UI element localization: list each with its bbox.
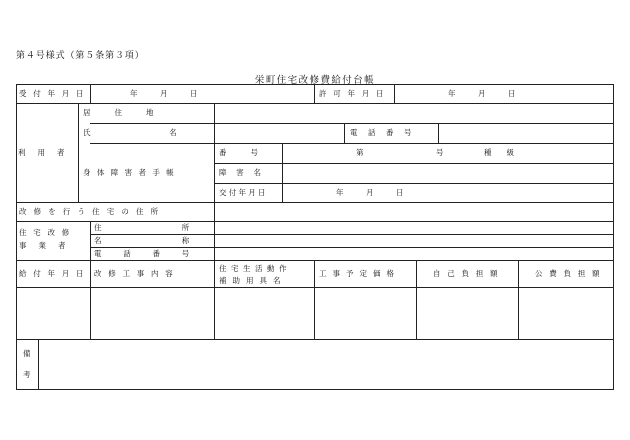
col-line <box>214 260 215 339</box>
contractor-address-label: 住所 <box>94 223 270 232</box>
remarks-label-line1: 備 <box>23 349 31 358</box>
payment-date-header: 給付年月日 <box>19 269 91 278</box>
permission-date-value[interactable]: 年 月 日 <box>448 89 516 98</box>
col-line <box>78 103 79 202</box>
col-line <box>282 143 283 202</box>
phone-label: 電話番号 <box>350 128 422 137</box>
aids-header-line1: 住宅生活動作 <box>219 264 291 273</box>
renovation-work-header: 改修工事内容 <box>94 269 180 278</box>
col-line <box>314 84 315 103</box>
renovation-address-label: 改修を行う住宅の住所 <box>19 207 166 216</box>
col-line <box>416 260 417 339</box>
row-line <box>16 260 614 261</box>
user-label: 利用者 <box>18 148 77 157</box>
aids-header-line2: 補助用具名 <box>219 276 287 285</box>
public-burden-header: 公費負担額 <box>535 269 607 278</box>
contractor-name-label: 名称 <box>94 236 270 245</box>
row-line <box>16 287 614 288</box>
col-line <box>344 123 345 143</box>
form-number: 第４号様式（第５条第３項） <box>16 51 145 61</box>
col-line <box>314 260 315 339</box>
contractor-phone-label: 電話番号 <box>94 249 211 258</box>
grade-value[interactable]: 種 級 <box>484 148 514 157</box>
row-line <box>90 143 614 144</box>
row-line <box>214 183 614 184</box>
handbook-label: 身体障害者手帳 <box>83 168 181 177</box>
col-line <box>38 339 39 390</box>
col-line <box>518 260 519 339</box>
page-title: 栄町住宅改修費給付台帳 <box>254 75 376 86</box>
residence-label: 居住地 <box>83 108 178 117</box>
received-date-label: 受付年月日 <box>19 89 91 98</box>
row-line <box>90 247 614 248</box>
disability-label: 障害名 <box>219 168 271 177</box>
number-suffix[interactable]: 号 <box>436 148 444 157</box>
row-line <box>90 234 614 235</box>
number-prefix[interactable]: 第 <box>356 148 364 157</box>
remarks-label-line2: 考 <box>23 370 31 379</box>
row-line <box>214 163 614 164</box>
row-line <box>90 123 614 124</box>
issue-date-value[interactable]: 年 月 日 <box>336 188 404 197</box>
number-label: 番号 <box>219 148 282 157</box>
row-line <box>16 339 614 340</box>
contractor-label-line2: 事業者 <box>19 241 78 250</box>
row-line <box>16 202 614 203</box>
col-line <box>438 123 439 143</box>
row-line <box>16 103 614 104</box>
permission-date-label: 許可年月日 <box>319 89 391 98</box>
contractor-label-line1: 住宅改修 <box>19 228 76 237</box>
planned-price-header: 工事予定価格 <box>319 269 400 278</box>
self-burden-header: 自己負担額 <box>433 269 505 278</box>
issue-date-label: 交付年月日 <box>219 188 268 197</box>
col-line <box>394 84 395 103</box>
received-date-value[interactable]: 年 月 日 <box>130 89 198 98</box>
col-line <box>90 221 91 339</box>
col-line <box>214 103 215 202</box>
row-line <box>16 221 614 222</box>
name-label: 氏名 <box>83 128 256 137</box>
